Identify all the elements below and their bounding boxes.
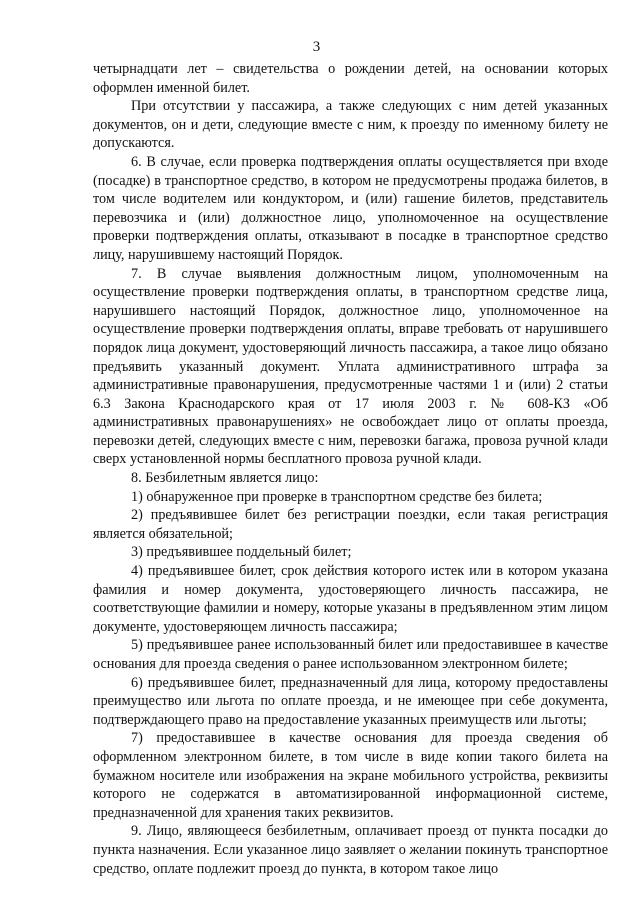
paragraph-continuation: четырнадцати лет – свидетельства о рождении детей, на основании которых оформлен именной билет.: [93, 61, 608, 96]
paragraph-item-6: 6. В случае, если проверка подтверждения оплаты осуществляется при входе (посадке) в транспортное средство, в котором не предусмотрены продажа билетов, в том числе водителем или кондуктором, и (или) гашение билетов, представитель перевозчика и (или) должностное лицо, уполномоченное на осуществление проверки подтверждения оплаты, отказывают в посадке в транспортное средство лицу, нарушившему настоящий Порядок.: [93, 153, 608, 263]
paragraph-item-9: 9. Лицо, являющееся безбилетным, оплачивает проезд от пункта посадки до пункта назначения. Если указанное лицо заявляет о желании покинуть транспортное средство, оплате подлежит проезд до пункта, в котором такое лицо: [93, 823, 608, 877]
list-item-7: 7) предоставившее в качестве основания для проезда сведения об оформленном электронном билете, в том числе в виде копии такого билета на бумажном носителе или изображения на экране мобильного устройства, реквизиты которого не содержатся в автоматизированной информационной системе, предназначенной для хранения таких реквизитов.: [93, 730, 608, 821]
list-item-6: 6) предъявившее билет, предназначенный для лица, которому предоставлены преимущество или льгота по оплате проезда, и не имеющее при себе документа, подтверждающего право на предоставление указанных преимуществ или льготы;: [93, 674, 608, 728]
list-item-2: 2) предъявившее билет без регистрации поездки, если такая регистрация является обязательной;: [93, 507, 608, 542]
paragraph-no-documents: При отсутствии у пассажира, а также следующих с ним детей указанных документов, он и дети, следующие вместе с ним, к проезду по именному билету не допускаются.: [93, 98, 608, 152]
list-item-5: 5) предъявившее ранее использованный билет или предоставившее в качестве основания для проезда сведения о ранее использованном электронном билете;: [93, 637, 608, 672]
paragraph-item-7: 7. В случае выявления должностным лицом, уполномоченным на осуществление проверки подтверждения оплаты, в транспортном средстве лица, нарушившего настоящий Порядок, должностное лицо, уполномоченное на осуществление проверки подтверждения оплаты, вправе требовать от нарушившего порядок лица документ, удостоверяющий личность пассажира, а такое лицо обязано предъявить указанный документ. Уплата административного штрафа за административные правонарушения, предусмотренные частями 1 и (или) 2 статьи 6.3 Закона Краснодарского края от 17 июля 2003 г. № 608-КЗ «Об административных правонарушениях» не освобождает лицо от оплаты проезда, перевозки детей, следующих вместе с ним, перевозки багажа, провоза ручной клади сверх установленной нормы бесплатного провоза ручной клади.: [93, 265, 608, 468]
list-item-4: 4) предъявившее билет, срок действия которого истек или в котором указана фамилия и номер документа, удостоверяющего личность пассажира, не соответствующие фамилии и номеру, которые указаны в предъявленном этим лицом документе, удостоверяющем личность пассажира;: [93, 563, 608, 635]
list-item-3: 3) предъявившее поддельный билет;: [131, 544, 352, 561]
page-number: 3: [312, 39, 321, 55]
paragraph-item-8: 8. Безбилетным является лицо:: [131, 470, 319, 487]
document-body: [93, 60, 608, 878]
list-item-1: 1) обнаруженное при проверке в транспортном средстве без билета;: [131, 488, 543, 505]
